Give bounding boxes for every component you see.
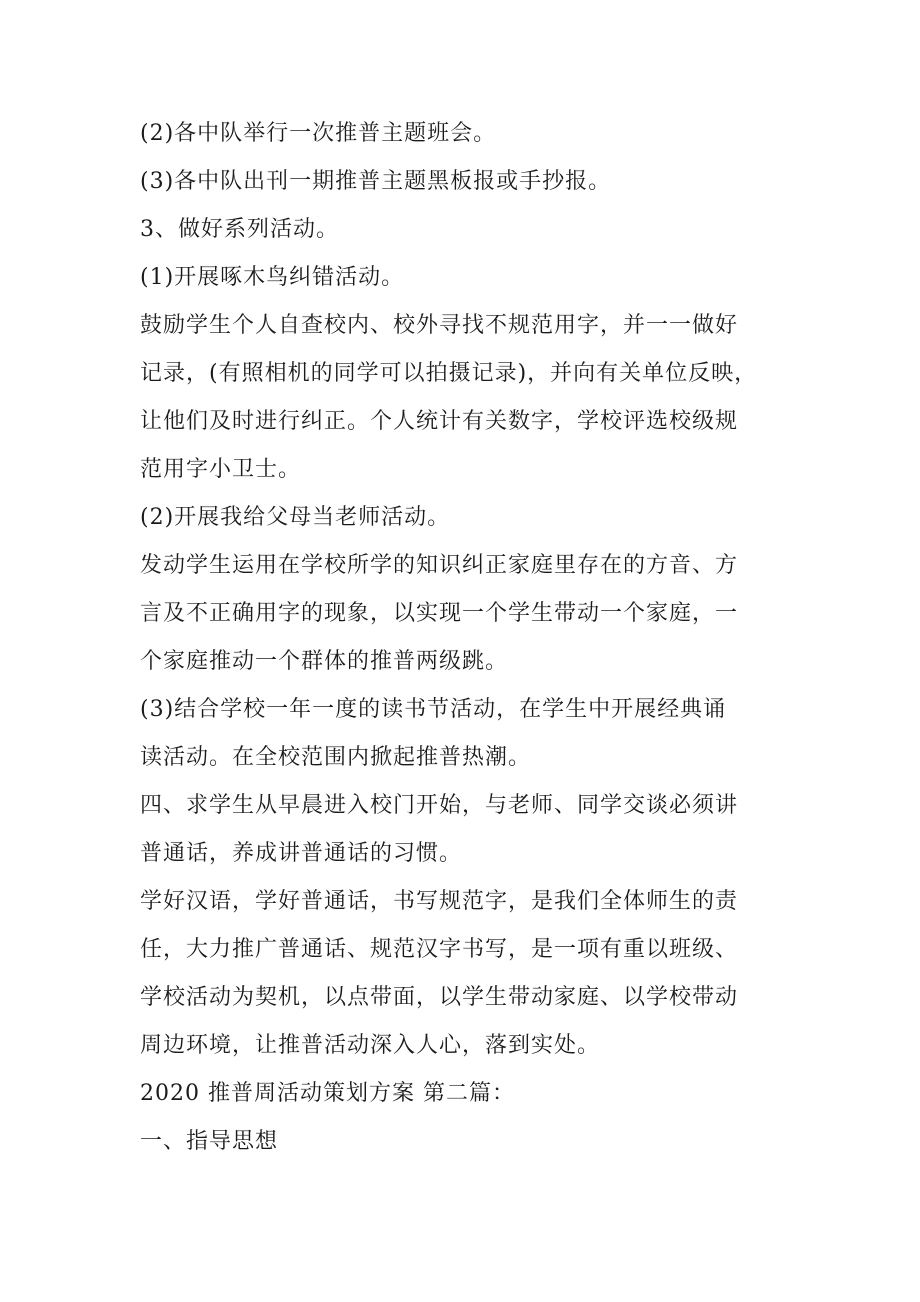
text-line: 记录，(有照相机的同学可以拍摄记录)，并向有关单位反映， <box>140 361 758 386</box>
text-line: 普通话，养成讲普通话的习惯。 <box>140 841 463 866</box>
text-line: (2)各中队举行一次推普主题班会。 <box>140 121 497 146</box>
text-line: (3)结合学校一年一度的读书节活动，在学生中开展经典诵 <box>140 697 727 722</box>
text-line: 个家庭推动一个群体的推普两级跳。 <box>140 649 509 674</box>
text-line: 言及不正确用字的现象，以实现一个学生带动一个家庭，一 <box>140 601 739 626</box>
text-line: 范用字小卫士。 <box>140 457 302 482</box>
text-line: 读活动。在全校范围内掀起推普热潮。 <box>140 745 532 770</box>
section-heading: 一、指导思想 <box>140 1129 279 1154</box>
text-line: 任，大力推广普通话、规范汉字书写，是一项有重以班级、 <box>140 937 739 962</box>
part-title: 2020 推普周活动策划方案 第二篇： <box>140 1081 515 1106</box>
section-heading: 3、做好系列活动。 <box>140 217 339 242</box>
section-heading: 四、求学生从早晨进入校门开始，与老师、同学交谈必须讲 <box>140 793 739 818</box>
text-line: (1)开展啄木鸟纠错活动。 <box>140 265 405 290</box>
text-line: (2)开展我给父母当老师活动。 <box>140 505 451 530</box>
text-line: (3)各中队出刊一期推普主题黑板报或手抄报。 <box>140 169 612 194</box>
text-line: 周边环境，让推普活动深入人心，落到实处。 <box>140 1033 601 1058</box>
text-line: 学校活动为契机，以点带面，以学生带动家庭、以学校带动 <box>140 985 739 1010</box>
text-line: 鼓励学生个人自查校内、校外寻找不规范用字，并一一做好 <box>140 313 739 338</box>
text-line: 让他们及时进行纠正。个人统计有关数字，学校评选校级规 <box>140 409 739 434</box>
text-line: 发动学生运用在学校所学的知识纠正家庭里存在的方音、方 <box>140 553 739 578</box>
text-line: 学好汉语，学好普通话，书写规范字，是我们全体师生的责 <box>140 889 739 914</box>
document-body <box>140 110 800 1166</box>
